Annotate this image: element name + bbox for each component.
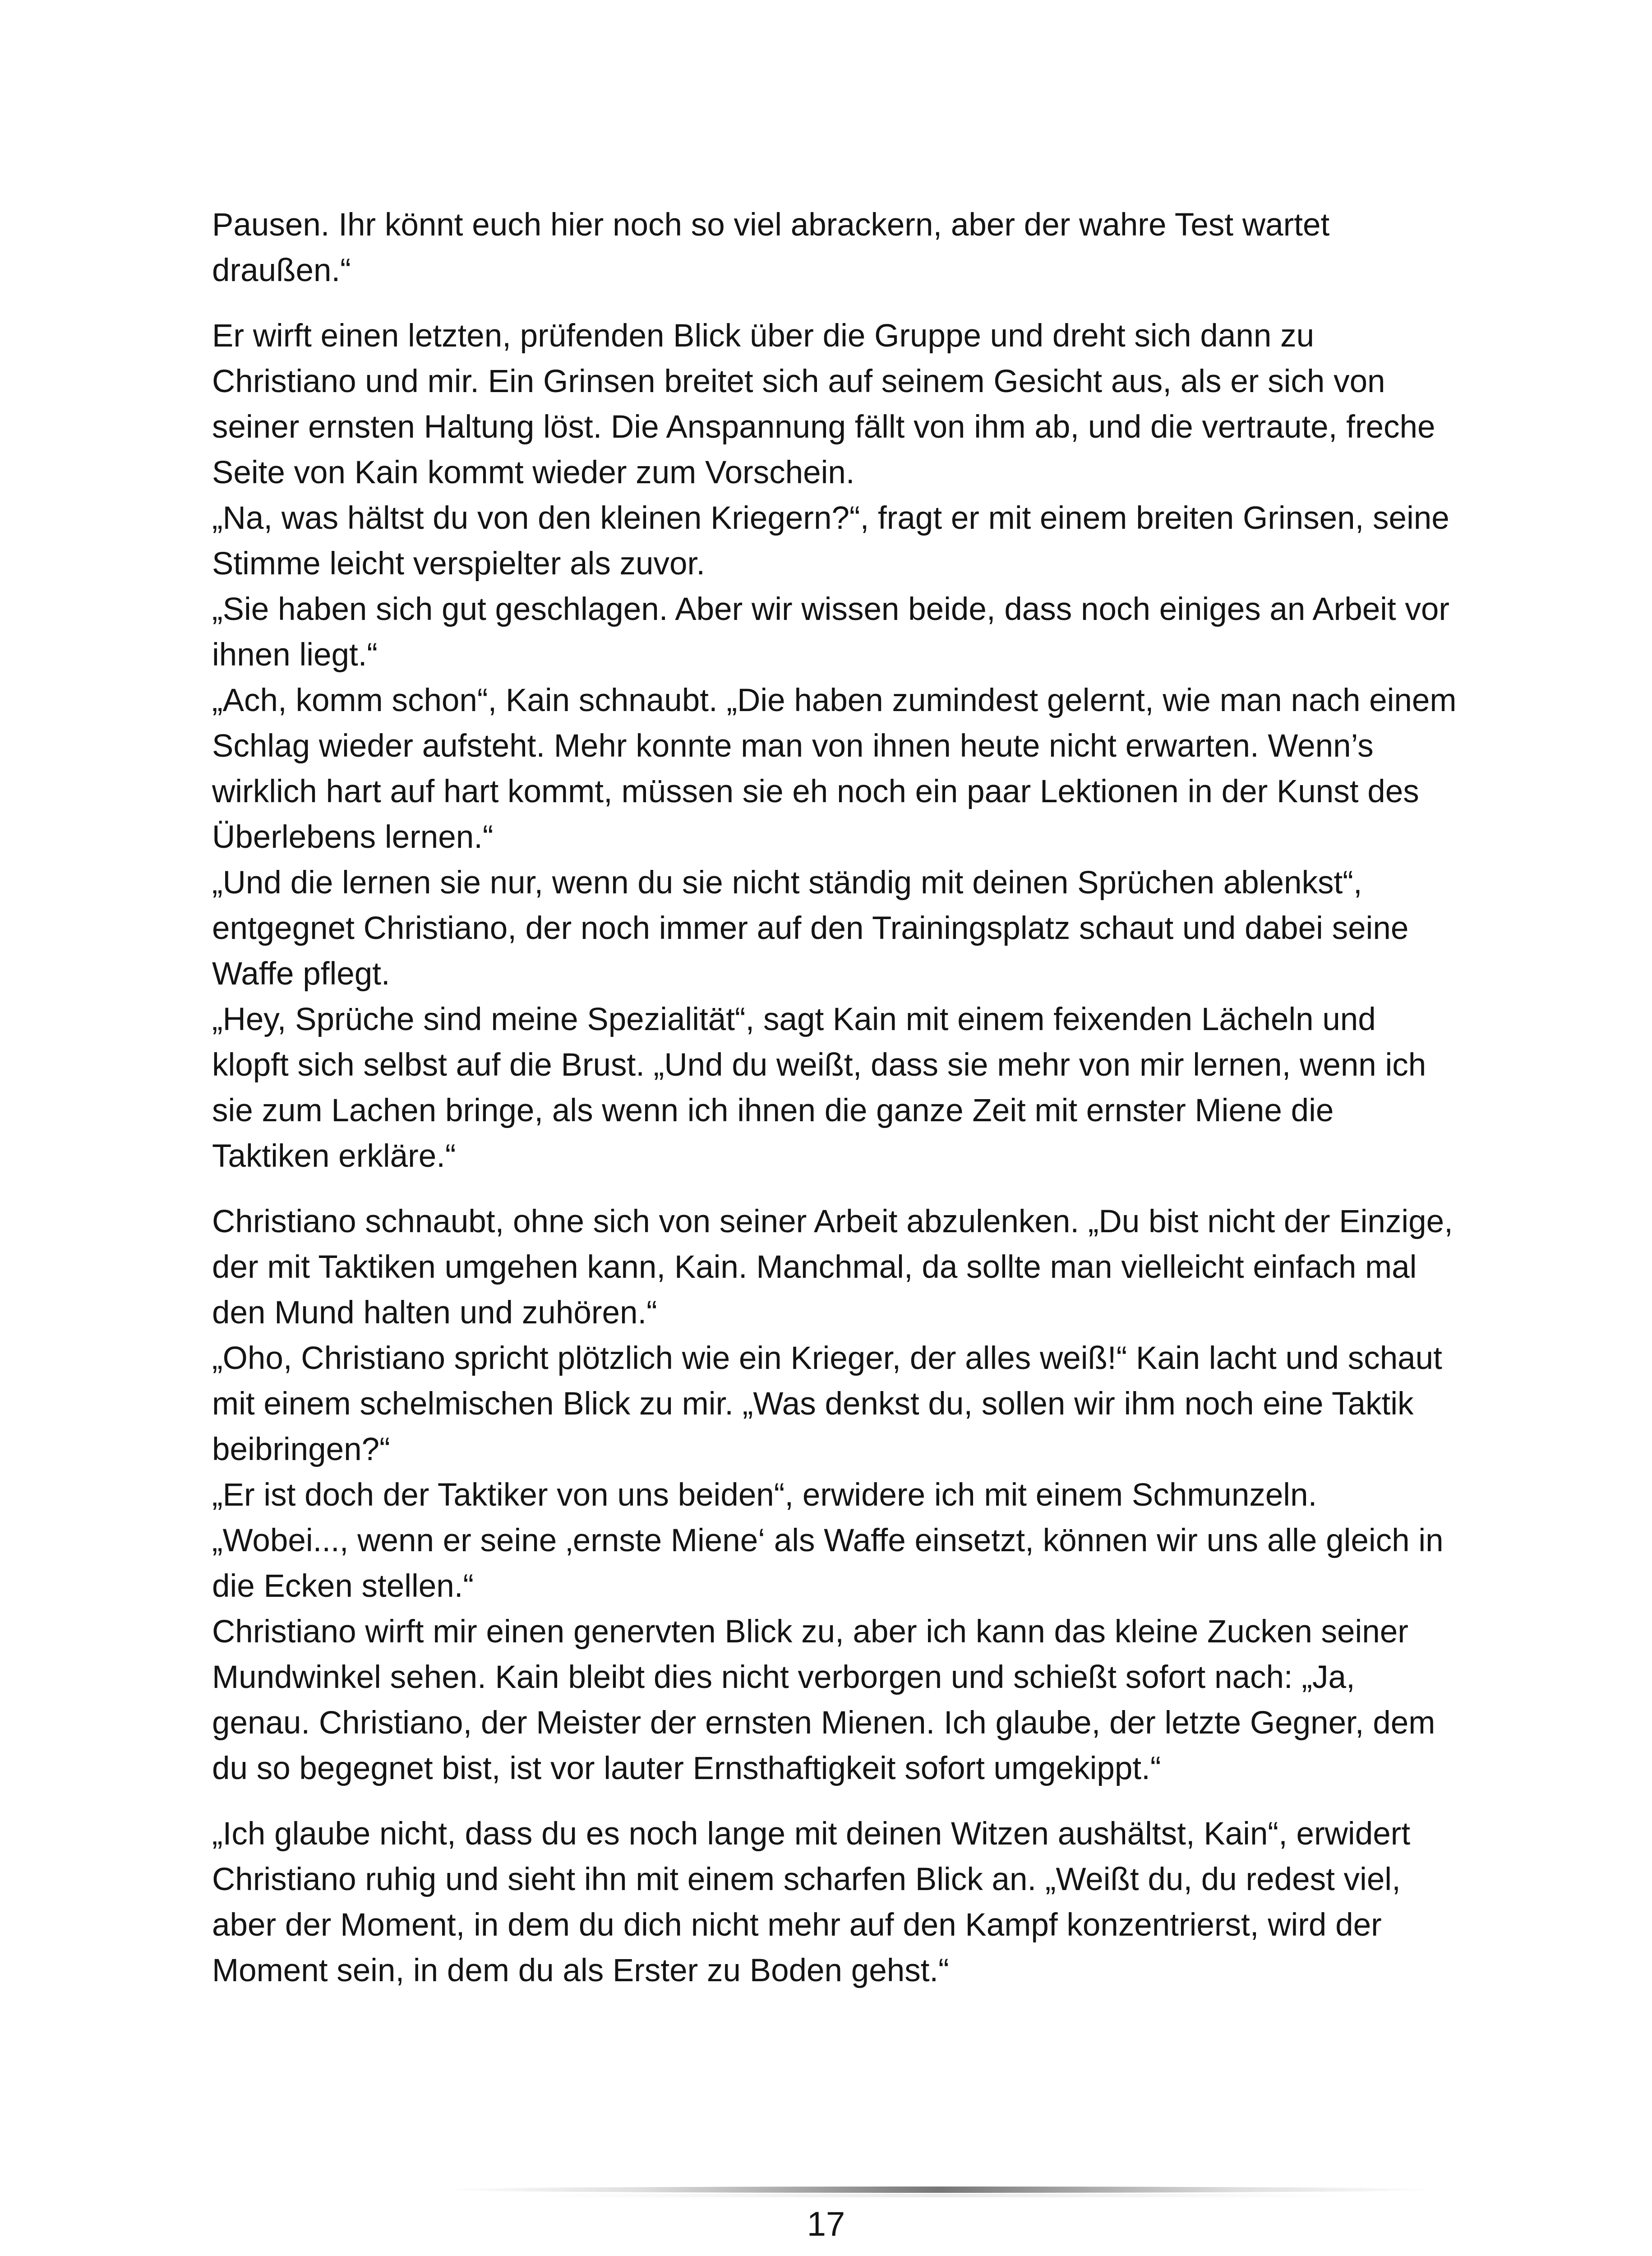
- paragraph: „Sie haben sich gut geschlagen. Aber wir wissen beide, dass noch einiges an Arbeit vor ihnen liegt.“: [212, 592, 1450, 673]
- page-number: 17: [807, 2205, 845, 2243]
- paragraph: „Ich glaube nicht, dass du es noch lange mit deinen Witzen aushältst, Kain“, erwidert Christiano ruhig und sieht ihn mit einem scharfen Blick an. „Weißt du, du redest viel, aber der Moment, in dem du dich nicht mehr auf den Kampf konzentrierst, wird der Moment sein, in dem du als Erster zu Boden gehst.“: [212, 1816, 1411, 1988]
- paragraph: „Und die lernen sie nur, wenn du sie nicht ständig mit deinen Sprüchen ablenkst“, entgegnet Christiano, der noch immer auf den Trainingsplatz schaut und dabei seine Waffe pflegt.: [212, 865, 1409, 992]
- paragraph: „Ach, komm schon“, Kain schnaubt. „Die haben zumindest gelernt, wie man nach einem Schlag wieder aufsteht. Mehr konnte man von ihnen heute nicht erwarten. Wenn’s wirklich hart auf hart kommt, müssen sie eh noch ein paar Lektionen in der Kunst des Überlebens lernen.“: [212, 683, 1457, 855]
- paragraph: Christiano schnaubt, ohne sich von seiner Arbeit abzulenken. „Du bist nicht der Einzige, der mit Taktiken umgehen kann, Kain. Manchmal, da sollte man vielleicht einfach mal den Mund halten und zuhören.“: [212, 1204, 1453, 1331]
- paragraph: „Er ist doch der Taktiker von uns beiden“, erwidere ich mit einem Schmunzeln. „Wobei..., wenn er seine ‚ernste Miene‘ als Waffe einsetzt, können wir uns alle gleich in die Ecken stellen.“: [212, 1477, 1444, 1604]
- paragraph: Er wirft einen letzten, prüfenden Blick über die Gruppe und dreht sich dann zu Christiano und mir. Ein Grinsen breitet sich auf seinem Gesicht aus, als er sich von seiner ernsten Haltung löst. Die Anspannung fällt von ihm ab, und die vertraute, freche Seite von Kain kommt wieder zum Vorschein.: [212, 318, 1435, 490]
- footer-divider: [442, 2187, 1435, 2193]
- paragraph: „Oho, Christiano spricht plötzlich wie ein Krieger, der alles weiß!“ Kain lacht und schaut mit einem schelmischen Blick zu mir. „Was denkst du, sollen wir ihm noch eine Taktik beibringen?“: [212, 1341, 1442, 1467]
- paragraph: Pausen. Ihr könnt euch hier noch so viel abrackern, aber der wahre Test wartet draußen.“: [212, 207, 1330, 288]
- paragraph: „Na, was hältst du von den kleinen Kriegern?“, fragt er mit einem breiten Grinsen, seine Stimme leicht verspielter als zuvor.: [212, 500, 1449, 582]
- footer-divider-shadow: [532, 2194, 1344, 2197]
- paragraph: Christiano wirft mir einen genervten Blick zu, aber ich kann das kleine Zucken seiner Mundwinkel sehen. Kain bleibt dies nicht verborgen und schießt sofort nach: „Ja, genau. Christiano, der Meister der ernsten Mienen. Ich glaube, der letzte Gegner, dem du so begegnet bist, ist vor lauter Ernsthaftigkeit sofort umgekippt.“: [212, 1614, 1435, 1786]
- paragraph: „Hey, Sprüche sind meine Spezialität“, sagt Kain mit einem feixenden Lächeln und klopft sich selbst auf die Brust. „Und du weißt, dass sie mehr von mir lernen, wenn ich sie zum Lachen bringe, als wenn ich ihnen die ganze Zeit mit ernster Miene die Taktiken erkläre.“: [212, 1002, 1426, 1174]
- body-text: [212, 202, 1457, 1993]
